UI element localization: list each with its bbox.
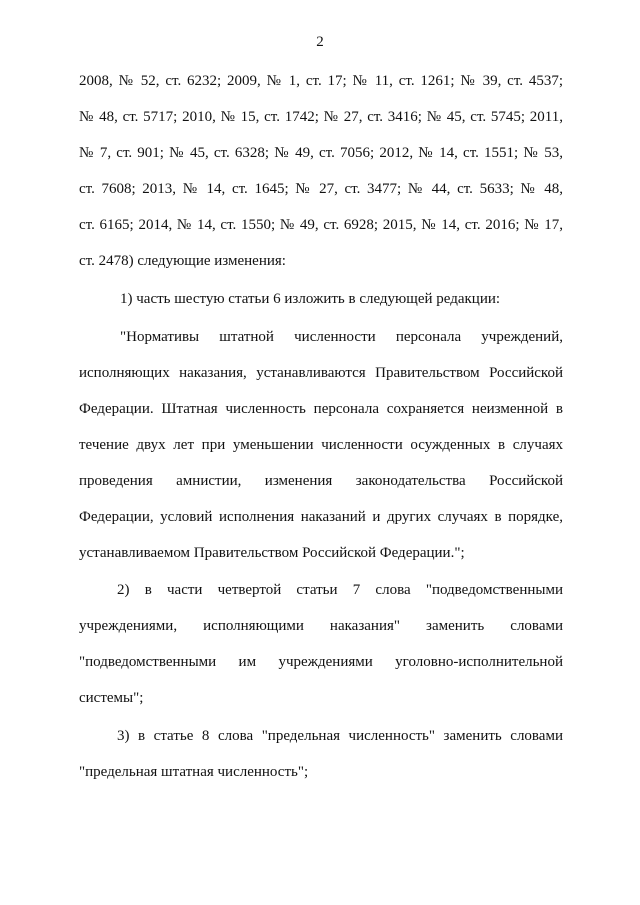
- text-line: 2008, № 52, ст. 6232; 2009, № 1, ст. 17; № 11, ст. 1261; № 39, ст. 4537;: [79, 73, 563, 89]
- text-line: течение двух лет при уменьшении численности осужденных в случаях: [79, 437, 563, 453]
- text-line: "предельная штатная численность";: [79, 764, 309, 780]
- paragraph-item-2: 2) в части четвертой статьи 7 слова "подведомственными: [117, 582, 563, 598]
- text-line: устанавливаемом Правительством Российской Федерации.";: [79, 545, 465, 561]
- paragraph-item-1: 1) часть шестую статьи 6 изложить в следующей редакции:: [120, 291, 501, 307]
- text-line: ст. 2478) следующие изменения:: [79, 253, 286, 269]
- text-line: проведения амнистии, изменения законодательства Российской: [79, 473, 563, 489]
- text-line: № 48, ст. 5717; 2010, № 15, ст. 1742; № 27, ст. 3416; № 45, ст. 5745; 2011,: [79, 109, 563, 125]
- text-line: учреждениями, исполняющими наказания" заменить словами: [79, 618, 563, 634]
- text-line: ст. 6165; 2014, № 14, ст. 1550; № 49, ст. 6928; 2015, № 14, ст. 2016; № 17,: [79, 217, 563, 233]
- text-line: ст. 7608; 2013, № 14, ст. 1645; № 27, ст. 3477; № 44, ст. 5633; № 48,: [79, 181, 563, 197]
- text-line: № 7, ст. 901; № 45, ст. 6328; № 49, ст. 7056; 2012, № 14, ст. 1551; № 53,: [79, 145, 563, 161]
- page-number: 2: [316, 34, 324, 50]
- text-line: Федерации, условий исполнения наказаний и других случаях в порядке,: [79, 509, 563, 525]
- quoted-paragraph-start: "Нормативы штатной численности персонала учреждений,: [120, 329, 563, 345]
- paragraph-item-3: 3) в статье 8 слова "предельная численность" заменить словами: [117, 728, 563, 744]
- text-line: Федерации. Штатная численность персонала сохраняется неизменной в: [79, 401, 563, 417]
- text-line: "подведомственными им учреждениями уголовно-исполнительной: [79, 654, 563, 670]
- text-line: исполняющих наказания, устанавливаются Правительством Российской: [79, 365, 563, 381]
- text-line: системы";: [79, 690, 144, 706]
